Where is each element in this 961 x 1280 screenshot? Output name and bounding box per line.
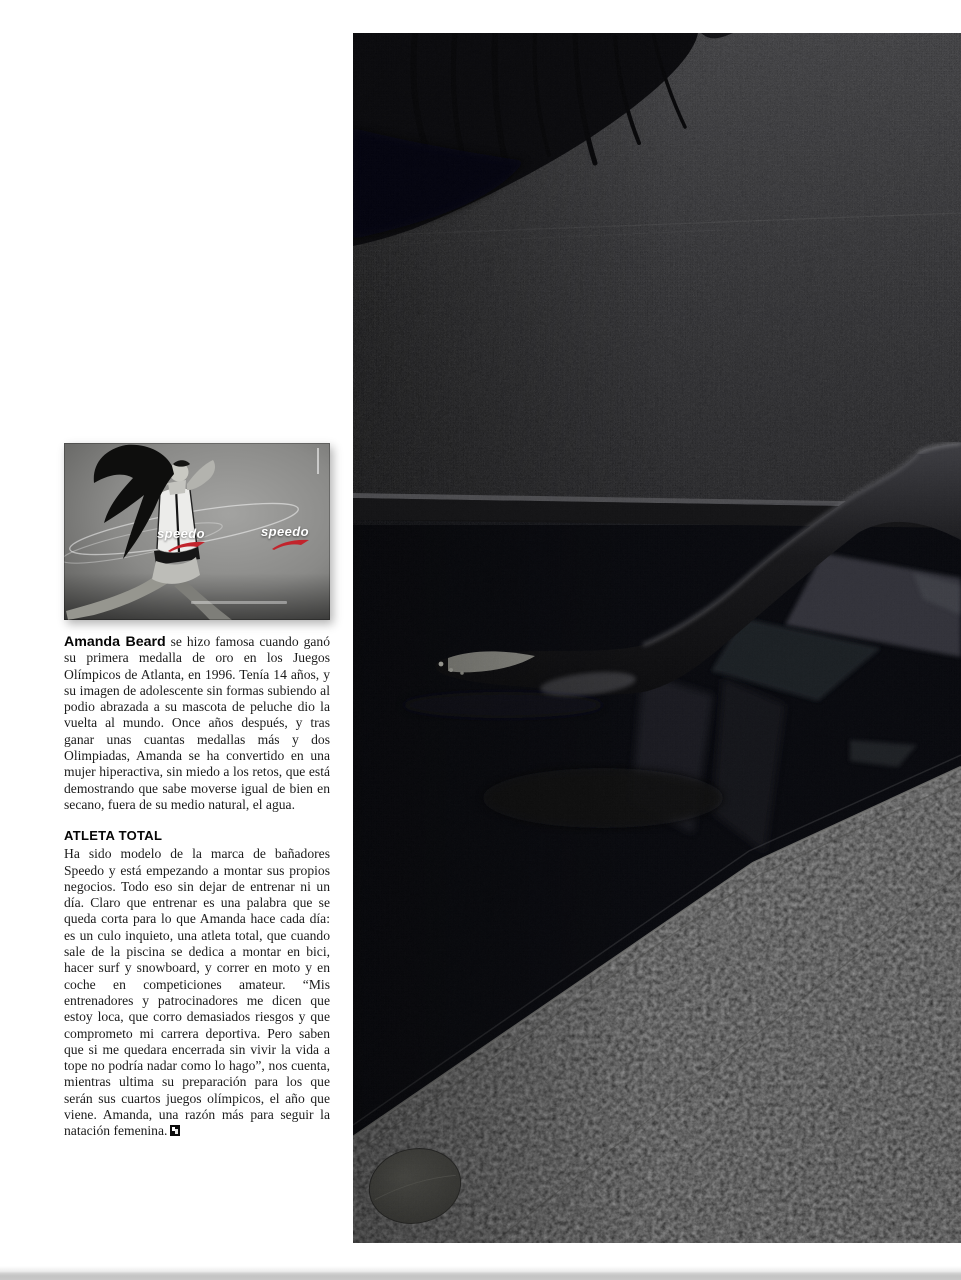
paragraph-1-text: se hizo famosa cuando ganó su primera medalla de oro en los Juegos Olímpicos de Atlanta, en 1996. Tenía 14 años, y su imagen de adolescente sin formas subiendo al podio abrazada a su mascota de peluche dio la vuelta al mundo. Once años después, y tras ganar unas cuantas medallas más y dos Olimpiadas, Amanda se ha convertido en una mujer hiperactiva, sin miedo a los retos, que está demostrando que sabe moverse igual de bien en secano, fuera de su medio natural, el agua. <box>64 634 330 812</box>
article-paragraph-1 <box>64 634 330 813</box>
speedo-swoosh-icon <box>271 539 311 551</box>
section-heading: ATLETA TOTAL <box>64 828 163 844</box>
speedo-logo-1 <box>157 527 207 553</box>
speedo-logo-text: speedo <box>157 526 205 541</box>
speedo-logo-2 <box>261 525 311 551</box>
speedo-ad-image <box>64 443 330 620</box>
page-bottom-edge-bar <box>0 1266 961 1280</box>
left-column <box>64 443 330 1140</box>
article-lead-in: Amanda Beard <box>64 634 166 650</box>
pool-photo <box>353 33 961 1243</box>
ad-bottom-fineprint <box>191 601 287 604</box>
speedo-swoosh-icon <box>167 541 207 553</box>
paragraph-2-text: Ha sido modelo de la marca de bañadores Speedo y está empezando a montar sus propios negocios. Todo eso sin dejar de entrenar ni un día. Claro que entrenar es una palabra que se queda corta para lo que Amanda hace cada día: es un culo inquieto, una atleta total, que cuando sale de la piscina se dedica a montar en bici, hacer surf y snowboard, y correr en moto y en coche en competiciones amateur. “Mis entrenadores y patrocinadores me dicen que estoy loca, que corro demasiados riesgos y que comprometo mi carrera deportiva. Pero saben que si me quedara encerrada sin vivir la vida a tope no podría nadar como lo hago”, nos cuenta, mientras ultima su preparación para los que serán sus cuartos juegos olímpicos, el año que viene. Amanda, una razón más para seguir la natación femenina. <box>64 846 330 1139</box>
end-of-article-mark-icon <box>170 1125 180 1136</box>
article-paragraph-2 <box>64 846 330 1139</box>
speedo-logo-text: speedo <box>261 524 309 539</box>
pool-photo-illustration <box>353 33 961 1243</box>
ad-side-fineprint <box>317 448 319 474</box>
article-body <box>64 634 330 1140</box>
photo-grain-overlay <box>353 33 961 1243</box>
